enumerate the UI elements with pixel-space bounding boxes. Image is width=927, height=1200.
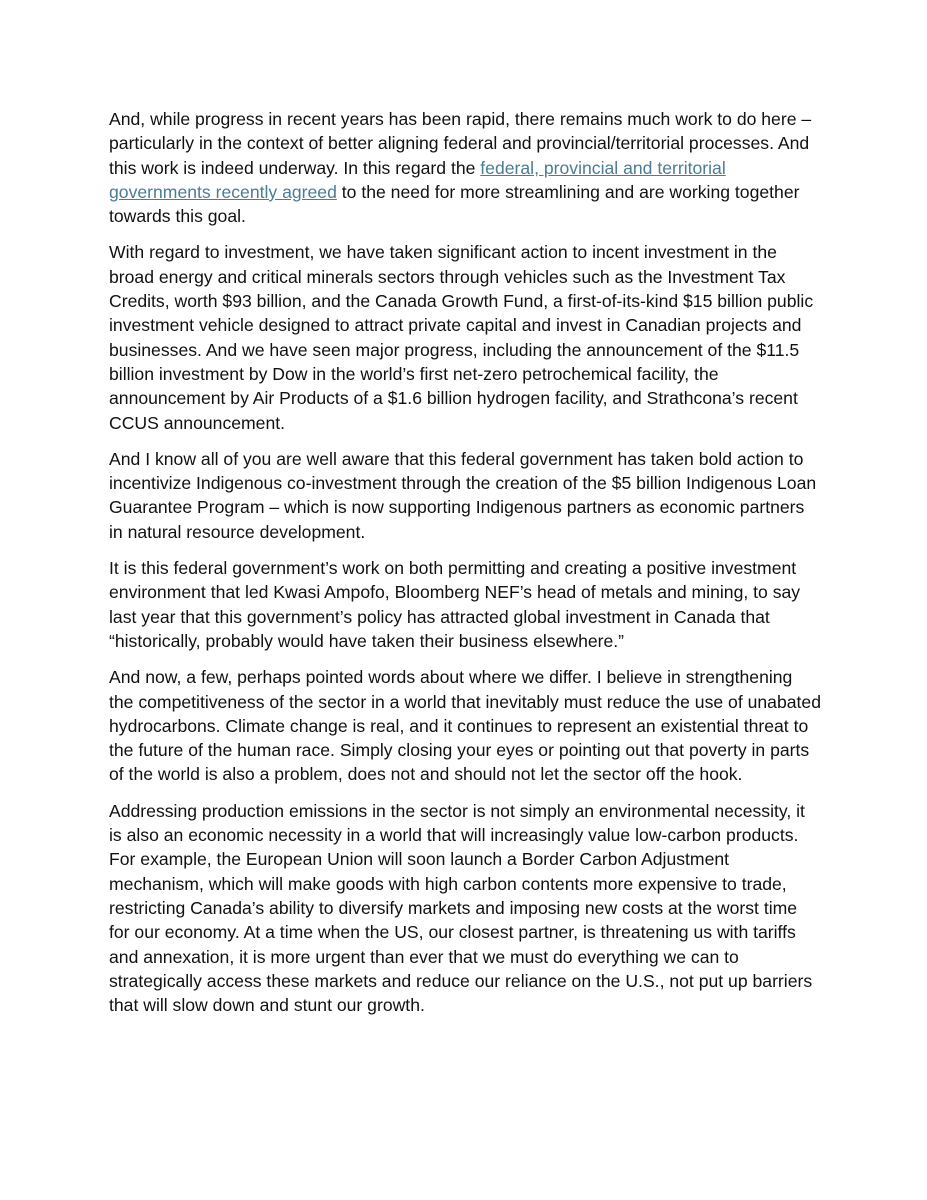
paragraph-production-emissions: Addressing production emissions in the sector is not simply an environmental necessity, it is also an economic necessity in a world that will increasingly value low-carbon products. For example, the European Union will soon launch a Border Carbon Adjustment mechanism, which will make goods with high carbon contents more expensive to trade, restricting Canada’s ability to diversify markets and imposing new costs at the worst time for our economy. At a time when the US, our closest partner, is threatening us with tariffs and annexation, it is more urgent than ever that we must do everything we can to strategically access these markets and reduce our reliance on the U.S., not put up barriers that will slow down and stunt our growth. (109, 800, 813, 1016)
paragraph-investment: With regard to investment, we have taken significant action to incent investment in the broad energy and critical minerals sectors through vehicles such as the Investment Tax Credits, worth $93 billion, and the Canada Growth Fund, a first-of-its-kind $15 billion public investment vehicle designed to attract private capital and invest in Canadian projects and businesses. And we have seen major progress, including the announcement of the $11.5 billion investment by Dow in the world’s first net-zero petrochemical facility, the announcement by Air Products of a $1.6 billion hydrogen facility, and Strathcona’s recent CCUS announcement. (109, 242, 814, 433)
paragraph-streamlining (109, 107, 821, 228)
governments-agreed-link[interactable]: federal, provincial and territorial governments recently agreed (109, 157, 726, 202)
paragraph-indigenous: And I know all of you are well aware that this federal government has taken bold action to incentivize Indigenous co-investment through the creation of the $5 billion Indigenous Loan Guarantee Program – which is now supporting Indigenous partners as economic partners in natural resource development. (109, 448, 817, 542)
paragraph-text: to the need for more streamlining and are working together towards this goal. (109, 181, 800, 227)
paragraph-text: And, while progress in recent years has been rapid, there remains much work to do here – particularly in the context of better aligning federal and provincial/territorial processes. And this work is indeed underway. In this regard the (109, 109, 812, 178)
paragraph-where-we-differ: And now, a few, perhaps pointed words about where we differ. I believe in strengthening the competitiveness of the sector in a world that inevitably must reduce the use of unabated hydrocarbons. Climate change is real, and it continues to represent an existential threat to the future of the human race. Simply closing your eyes or pointing out that poverty in parts of the world is also a problem, does not and should not let the sector off the hook. (109, 667, 821, 785)
paragraph-permitting: It is this federal government’s work on both permitting and creating a positive investment environment that led Kwasi Ampofo, Bloomberg NEF’s head of metals and mining, to say last year that this government’s policy has attracted global investment in Canada that “historically, probably would have taken their business elsewhere.” (109, 558, 801, 651)
document-page (109, 107, 821, 1029)
